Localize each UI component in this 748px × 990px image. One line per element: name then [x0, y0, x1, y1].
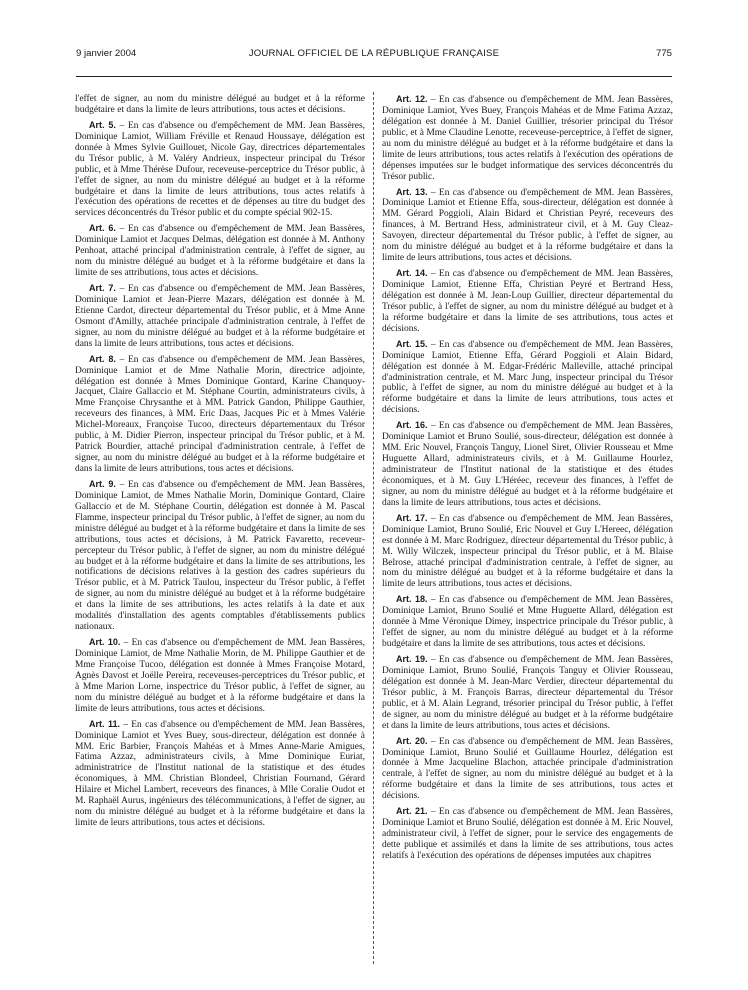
article-paragraph [382, 420, 673, 509]
article-number: Art. 19. [396, 654, 428, 664]
article-number: Art. 14. [396, 268, 428, 279]
page-header [76, 48, 672, 64]
article-paragraph [75, 354, 365, 475]
article-paragraph [75, 120, 365, 219]
article-number: Art. 15. [396, 338, 428, 349]
article-number: Art. 16. [396, 420, 428, 431]
article-number: Art. 12. [396, 94, 428, 104]
article-number: Art. 18. [396, 594, 428, 605]
article-text: – En cas d'absence ou d'empêchement de MM. Jean Bassères, Dominique Lamiot, Etienne Effa, Gérard Poggioli et Alain Bidard, délégation est donnée à M. Edgar-Frédéric Malleville, attaché principal d'administration centrale, et M. Marc Jung, inspecteur principal du Trésor public, à l'effet de signer, au nom du ministre délégué au budget et à la réforme budgétaire et dans la limite de leurs attributions, tous actes et décisions. [382, 339, 673, 416]
article-number: Art. 5. [89, 119, 116, 130]
article-paragraph [382, 94, 673, 183]
article-text: – En cas d'absence ou d'empêchement de MM. Jean Bassères, Dominique Lamiot et Yves Buey, sous-directeur, délégation est donnée à MM. Eric Barbier, François Mahéas et à Mmes Anne-Marie Amigues, Fatima Azzaz, administrateurs civils, à Mme Dominique Euriat, administratrice de l'Institut national de la statistique et des études économiques, à MM. Christian Blondeel, Christian Fournand, Gérard Hilaire et Michel Lambert, receveurs des finances, à Mlle Coralie Oudot et M. Raphaël Aurus, ingénieurs des télécommunications, à l'effet de signer, au nom du ministre délégué au budget et à la réforme budgétaire et dans la limite de leurs attributions, tous actes et décisions. [75, 719, 365, 829]
article-text: – En cas d'absence ou d'empêchement de MM. Jean Bassères, Dominique Lamiot, de Mmes Nathalie Morin, Dominique Gontard, Claire Gallaccio et de M. Stéphane Courtin, délégation est donnée à M. Pascal Flamme, inspecteur principal du Trésor public, à l'effet de signer, au nom du ministre délégué au budget et à la réforme budgétaire et dans la limite de ses attributions, tous actes et décisions, à M. Patrick Favaretto, receveur-percepteur du Trésor public, à l'effet de signer, au nom du ministre délégué au budget et à la réforme budgétaire et dans la limite de ses attributions, les notifications de décisions relatives à la gestion des cadres supérieurs du Trésor public, et à M. Patrick Taulou, inspecteur du Trésor public, à l'effet de signer, au nom du ministre délégué au budget et à la réforme budgétaire et dans la limite de ses attributions, les actes relatifs à la date et aux modalités d'installation des agents comptables d'établissements publics nationaux. [75, 479, 365, 633]
column-divider [373, 92, 374, 964]
article-number: Art. 6. [89, 223, 116, 234]
left-column [75, 94, 365, 964]
article-text: – En cas d'absence ou d'empêchement de MM. Jean Bassères, Dominique Lamiot, Yves Buey, François Mahéas et de Mme Fatima Azzaz, délégation est donnée à M. Daniel Guillier, trésorier principal du Trésor public, et à Mme Claudine Lenotte, receveuse-perceptrice, à l'effet de signer, au nom du ministre délégué au budget et à la réforme budgétaire et dans la limite de leurs attributions, tous actes relatifs à l'exécution des opérations de dépenses imputées sur le budget informatique des services déconcentrés du Trésor public. [382, 95, 673, 182]
article-paragraph [382, 187, 673, 265]
article-paragraph [75, 479, 365, 633]
article-paragraph [382, 806, 673, 862]
article-text: – En cas d'absence ou d'empêchement de MM. Jean Bassères, Dominique Lamiot, Bruno Soulié et Guillaume Hourlez, délégation est donnée à Mme Jacqueline Blachon, attachée principale d'administration centrale, à l'effet de signer, au nom du ministre délégué au budget et à la réforme budgétaire et dans la limite de ses attributions, tous actes et décisions. [382, 736, 673, 802]
article-paragraph [75, 223, 365, 279]
article-number: Art. 10. [89, 637, 121, 648]
article-paragraph [75, 719, 365, 829]
article-text: – En cas d'absence ou d'empêchement de MM. Jean Bassères, Dominique Lamiot, Bruno Soulié et Mme Huguette Allard, délégation est donnée à Mme Véronique Dimey, inspectrice principale du Trésor public, à l'effet de signer, au nom du ministre délégué au budget et à la réforme budgétaire et dans la limite de ses attributions, tous actes et décisions. [382, 595, 673, 650]
article-text: – En cas d'absence ou d'empêchement de MM. Jean Bassères, Dominique Lamiot, William Fréville et Renaud Houssaye, délégation est donnée à Mmes Sylvie Guillouet, Nicole Gay, directrices départementales du Trésor public, à M. Valéry Andrieux, inspecteur principal du Trésor public, et à Mme Thérèse Dufour, receveuse-perceptrice du Trésor public, à l'effet de signer, au nom du ministre délégué au budget et à la réforme budgétaire et dans la limite de leurs attributions, tous actes relatifs à l'exécution des opérations de recettes et de dépenses au titre du budget des services déconcentrés du Trésor public et du compte spécial 902-15. [75, 120, 365, 219]
article-text: – En cas d'absence ou d'empêchement de MM. Jean Bassères, Dominique Lamiot, de Mme Nathalie Morin, de M. Philippe Gauthier et de Mme Françoise Tucoo, délégation est donnée à Mmes Françoise Motard, Agnès Davost et Joëlle Pereira, receveuses-perceptrices du Trésor public, et à Mme Marion Lorne, inspectrice du Trésor public, à l'effet de signer, au nom du ministre délégué au budget et à la réforme budgétaire et dans la limite de leurs attributions, tous actes et décisions. [75, 638, 365, 714]
article-number: Art. 8. [89, 353, 116, 364]
article-text: – En cas d'absence ou d'empêchement de MM. Jean Bassères, Dominique Lamiot et Bruno Soulié, sous-directeur, délégation est donnée à MM. Eric Nouvel, François Tanguy, Lionel Siret, Olivier Rousseau et Mme Huguette Allard, administrateurs civils, et à M. Guillaume Hourlez, administrateur de l'Institut national de la statistique et des études économiques, et à M. Guy L'Héréec, receveur des finances, à l'effet de signer, au nom du ministre délégué au budget et à la réforme budgétaire et dans la limite de leurs attributions, tous actes et décisions. [382, 421, 673, 508]
article-text: – En cas d'absence ou d'empêchement de MM. Jean Bassères, Dominique Lamiot, Bruno Soulié, François Tanguy et Olivier Rousseau, délégation est donnée à M. Jean-Marc Verdier, directeur départemental du Trésor public, à M. François Barras, directeur départemental du Trésor public, et à M. Alain Legrand, trésorier principal du Trésor public, à l'effet de signer, au nom du ministre délégué au budget et à la réforme budgétaire et dans la limite de leurs attributions, tous actes et décisions. [382, 655, 673, 731]
issue-date: 9 janvier 2004 [76, 48, 137, 59]
article-number: Art. 13. [396, 186, 428, 197]
article-text: – En cas d'absence ou d'empêchement de MM. Jean Bassères, Dominique Lamiot et de Mme Nathalie Morin, directrice adjointe, délégation est donnée à Mmes Dominique Gontard, Karine Chanquoy-Jacquet, Claire Gallaccio et M. Stéphane Courtin, administrateurs civils, à Mme Françoise Chrysanthe et à MM. Patrick Gandon, Philippe Gauthier, receveurs des finances, à MM. Eric Daas, Jacques Pic et à Mmes Valérie Michel-Moreaux, Françoise Tucoo, directeurs départementaux du Trésor public, à M. Didier Pierron, inspecteur principal du Trésor public, et à M. Patrick Bourdier, attaché principal d'administration centrale, à l'effet de signer, au nom du ministre délégué au budget et à la réforme budgétaire et dans la limite de leurs attributions, tous actes et décisions. [75, 354, 365, 474]
article-number: Art. 9. [89, 478, 116, 489]
header-rule [76, 76, 672, 77]
page-number: 775 [655, 48, 672, 59]
article-paragraph [382, 513, 673, 591]
article-paragraph [382, 594, 673, 650]
article-number: Art. 21. [396, 806, 428, 817]
article-paragraph [382, 339, 673, 417]
article-text: – En cas d'absence ou d'empêchement de MM. Jean Bassères, Dominique Lamiot et Etienne Effa, sous-directeur, délégation est donnée à MM. Gérard Poggioli, Alain Bidard et Christian Peyré, receveurs des finances, à M. Bertrand Hess, administrateur civil, et à M. Guy Cleaz-Savoyen, directeur départemental du Trésor public, à l'effet de signer, au nom du ministre délégué au budget et à la réforme budgétaire et dans la limite de leurs attributions, tous actes et décisions. [382, 187, 673, 264]
article-paragraph [382, 654, 673, 732]
article-number: Art. 17. [396, 512, 428, 523]
article-number: Art. 20. [396, 735, 428, 746]
article-paragraph [382, 736, 673, 803]
continuation-paragraph: l'effet de signer, au nom du ministre délégué au budget et à la réforme budgétaire et dans la limite de leurs attributions, tous actes et décisions. [75, 94, 365, 115]
right-column [382, 94, 673, 964]
article-number: Art. 7. [89, 283, 116, 293]
article-text: – En cas d'absence ou d'empêchement de MM. Jean Bassères, Dominique Lamiot et Jean-Pierre Mazars, délégation est donnée à M. Etienne Cardot, directeur départemental du Trésor public, et à Mme Anne Osmont d'Amilly, attachée principale d'administration centrale, à l'effet de signer, au nom du ministre délégué au budget et à la réforme budgétaire et dans la limite de leurs attributions, tous actes et décisions. [75, 284, 365, 349]
journal-title: JOURNAL OFFICIEL DE LA RÉPUBLIQUE FRANÇAISE [248, 48, 500, 59]
article-text: – En cas d'absence ou d'empêchement de MM. Jean Bassères, Dominique Lamiot, Bruno Soulié, Eric Nouvel et Guy L'Hereec, délégation est donnée à M. Marc Rodriguez, directeur départemental du Trésor public, à M. Willy Wilczek, inspecteur principal du Trésor public, et à M. Blaise Belrose, attaché principal d'administration centrale, à l'effet de signer, au nom du ministre délégué au budget et à la réforme budgétaire et dans la limite de leurs attributions, tous actes et décisions. [382, 513, 673, 590]
article-paragraph [75, 637, 365, 715]
article-paragraph [75, 283, 365, 350]
article-text: – En cas d'absence ou d'empêchement de MM. Jean Bassères, Dominique Lamiot et Bruno Soulié, délégation est donnée à M. Eric Nouvel, administrateur civil, à l'effet de signer, pour le service des engagements de dette publique et assimilés et dans la limite de ses attributions, tous actes relatifs à l'exécution des opérations de dépenses imputées aux chapitres [382, 807, 673, 861]
article-paragraph [382, 268, 673, 335]
article-text: – En cas d'absence ou d'empêchement de MM. Jean Bassères, Dominique Lamiot et Jacques Delmas, délégation est donnée à M. Anthony Penhoat, attaché principal d'administration centrale, à l'effet de signer, au nom du ministre délégué au budget et à la réforme budgétaire et dans la limite de ses attributions, tous actes et décisions. [75, 224, 365, 279]
article-number: Art. 11. [89, 718, 120, 729]
article-text: – En cas d'absence ou d'empêchement de MM. Jean Bassères, Dominique Lamiot, Etienne Effa, Christian Peyré et Bertrand Hess, délégation est donnée à M. Jean-Loup Guillier, directeur départemental du Trésor public, à l'effet de signer, au nom du ministre délégué au budget et à la réforme budgétaire et dans la limite de ses attributions, tous actes et décisions. [382, 269, 673, 334]
